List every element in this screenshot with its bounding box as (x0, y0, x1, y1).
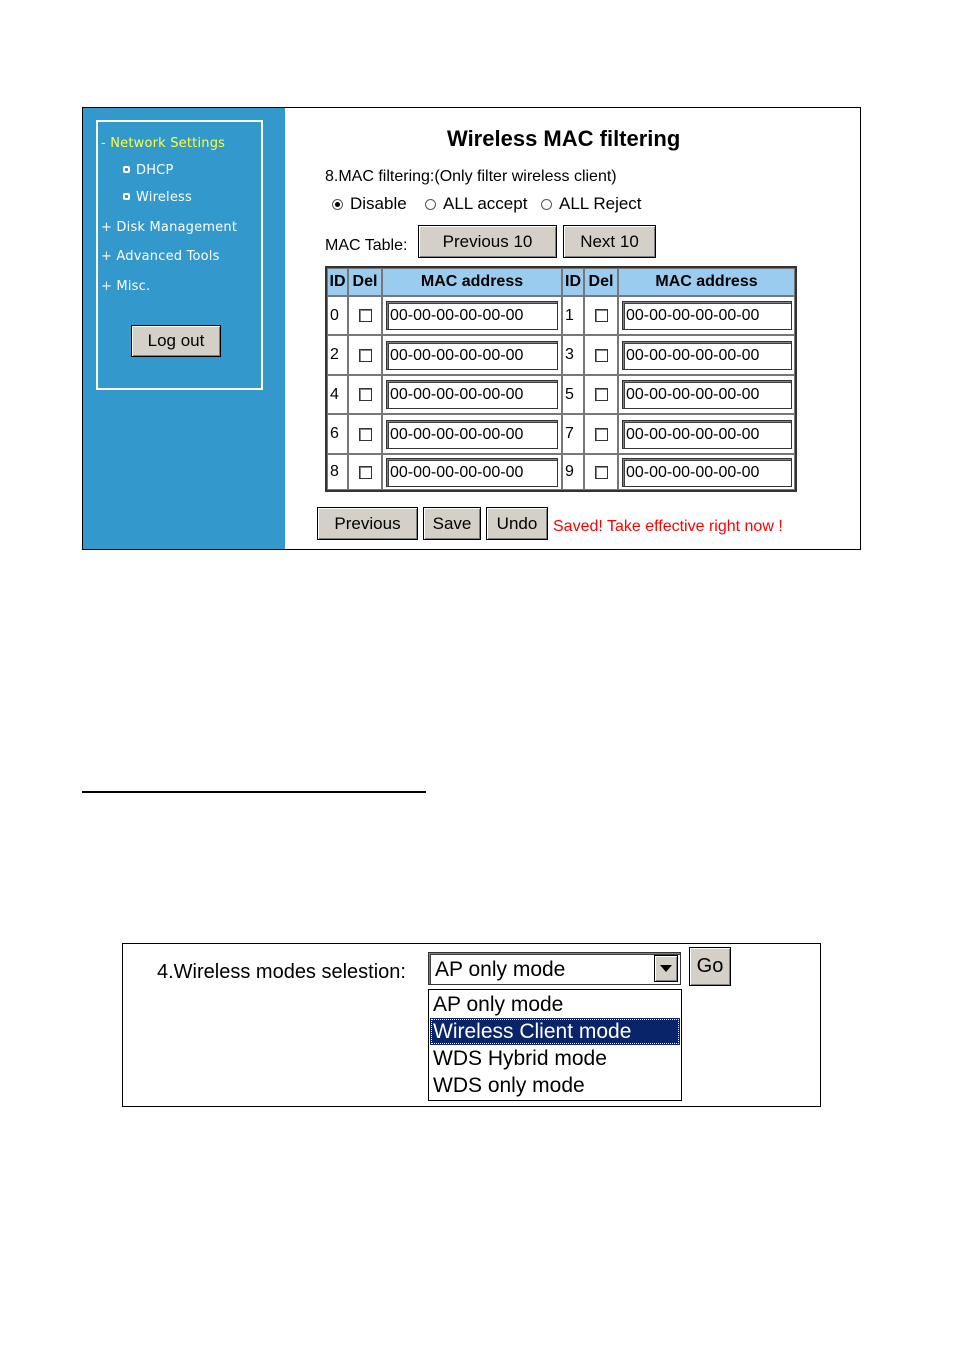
dropdown-arrow-button[interactable] (654, 955, 678, 982)
mac-cell (382, 296, 562, 335)
option-wds-only[interactable]: WDS only mode (433, 1073, 585, 1097)
radio-all-accept[interactable] (425, 194, 527, 214)
delete-cell (584, 296, 618, 335)
radio-label: ALL accept (443, 194, 528, 213)
mac-address-input[interactable]: 00-00-00-00-00-00 (622, 420, 792, 449)
bullet-icon (123, 193, 130, 200)
delete-cell (584, 375, 618, 414)
previous-button[interactable]: Previous (317, 507, 418, 540)
column-header-mac: MAC address (382, 268, 562, 296)
mac-address-input[interactable]: 00-00-00-00-00-00 (386, 380, 558, 409)
delete-cell (584, 454, 618, 490)
delete-cell (348, 335, 382, 375)
mac-address-input[interactable]: 00-00-00-00-00-00 (386, 301, 558, 330)
mac-address-input[interactable]: 00-00-00-00-00-00 (386, 420, 558, 449)
sidebar-item-label: + Advanced Tools (101, 249, 220, 264)
mac-address-input[interactable]: 00-00-00-00-00-00 (386, 458, 558, 487)
delete-checkbox[interactable] (359, 466, 372, 479)
column-header-id: ID (327, 268, 348, 296)
bullet-icon (123, 166, 130, 173)
radio-all-reject[interactable] (541, 194, 642, 214)
mac-address-input[interactable]: 00-00-00-00-00-00 (622, 341, 792, 370)
mac-cell (618, 335, 795, 375)
wireless-mode-select[interactable] (428, 952, 681, 985)
radio-button[interactable] (541, 199, 552, 210)
select-value: AP only mode (435, 958, 566, 981)
row-id: 6 (327, 414, 348, 454)
sidebar-item-misc[interactable] (101, 279, 150, 294)
mac-table-label: MAC Table: (325, 237, 408, 254)
section-underline (82, 791, 426, 793)
sidebar-item-dhcp[interactable] (123, 163, 174, 178)
delete-checkbox[interactable] (595, 309, 608, 322)
mac-cell (618, 375, 795, 414)
sidebar-item-advanced-tools[interactable] (101, 249, 220, 264)
mac-address-input[interactable]: 00-00-00-00-00-00 (386, 341, 558, 370)
option-ap-only[interactable]: AP only mode (433, 992, 564, 1016)
mac-cell (382, 414, 562, 454)
mac-cell (382, 454, 562, 490)
column-header-del: Del (348, 268, 382, 296)
mac-table (325, 266, 797, 492)
delete-checkbox[interactable] (359, 428, 372, 441)
row-id: 1 (562, 296, 584, 335)
delete-checkbox[interactable] (595, 388, 608, 401)
chevron-down-icon (660, 965, 672, 972)
radio-button[interactable] (332, 199, 343, 210)
save-button[interactable]: Save (423, 507, 481, 540)
row-id: 3 (562, 335, 584, 375)
row-id: 8 (327, 454, 348, 490)
wireless-modes-label: 4.Wireless modes selestion: (157, 961, 406, 983)
sidebar (83, 108, 285, 549)
wireless-modes-screenshot (122, 943, 821, 1107)
radio-button[interactable] (425, 199, 436, 210)
mac-filtering-screenshot (82, 107, 861, 550)
row-id: 2 (327, 335, 348, 375)
sidebar-item-label: Wireless (136, 190, 192, 205)
sidebar-item-wireless[interactable] (123, 190, 192, 205)
mac-filtering-heading: 8.MAC filtering:(Only filter wireless client) (325, 168, 617, 185)
sidebar-item-label: DHCP (136, 163, 174, 178)
page-title: Wireless MAC filtering (447, 126, 681, 151)
previous-10-button[interactable]: Previous 10 (418, 225, 557, 258)
sidebar-item-disk-management[interactable] (101, 220, 237, 235)
mac-cell (618, 414, 795, 454)
logout-button[interactable]: Log out (131, 325, 221, 357)
column-header-id: ID (562, 268, 584, 296)
delete-cell (348, 375, 382, 414)
delete-cell (584, 414, 618, 454)
mac-address-input[interactable]: 00-00-00-00-00-00 (622, 301, 792, 330)
mac-cell (382, 375, 562, 414)
delete-checkbox[interactable] (359, 309, 372, 322)
undo-button[interactable]: Undo (486, 507, 548, 540)
mac-address-input[interactable]: 00-00-00-00-00-00 (622, 380, 792, 409)
delete-checkbox[interactable] (595, 466, 608, 479)
delete-checkbox[interactable] (359, 388, 372, 401)
delete-cell (348, 414, 382, 454)
radio-disable[interactable] (332, 194, 407, 214)
row-id: 0 (327, 296, 348, 335)
mac-address-input[interactable]: 00-00-00-00-00-00 (622, 458, 792, 487)
row-id: 9 (562, 454, 584, 490)
column-header-mac: MAC address (618, 268, 795, 296)
mac-cell (618, 454, 795, 490)
mac-cell (618, 296, 795, 335)
radio-label: Disable (350, 194, 407, 213)
delete-checkbox[interactable] (595, 349, 608, 362)
delete-checkbox[interactable] (359, 349, 372, 362)
sidebar-item-label: + Disk Management (101, 220, 238, 235)
go-button[interactable]: Go (689, 947, 731, 986)
mode-options-list (428, 989, 682, 1101)
sidebar-item-network-settings[interactable] (101, 136, 225, 151)
column-header-del: Del (584, 268, 618, 296)
main-panel (285, 108, 860, 549)
sidebar-item-label: + Misc. (101, 279, 151, 294)
status-message: Saved! Take effective right now ! (553, 518, 783, 535)
row-id: 4 (327, 375, 348, 414)
row-id: 7 (562, 414, 584, 454)
row-id: 5 (562, 375, 584, 414)
option-wireless-client[interactable]: Wireless Client mode (430, 1018, 680, 1045)
mac-cell (382, 335, 562, 375)
sidebar-item-label: - Network Settings (101, 136, 226, 151)
delete-cell (348, 296, 382, 335)
radio-label: ALL Reject (559, 194, 642, 213)
delete-cell (584, 335, 618, 375)
option-wds-hybrid[interactable]: WDS Hybrid mode (433, 1046, 607, 1070)
delete-checkbox[interactable] (595, 428, 608, 441)
delete-cell (348, 454, 382, 490)
next-10-button[interactable]: Next 10 (563, 225, 656, 258)
